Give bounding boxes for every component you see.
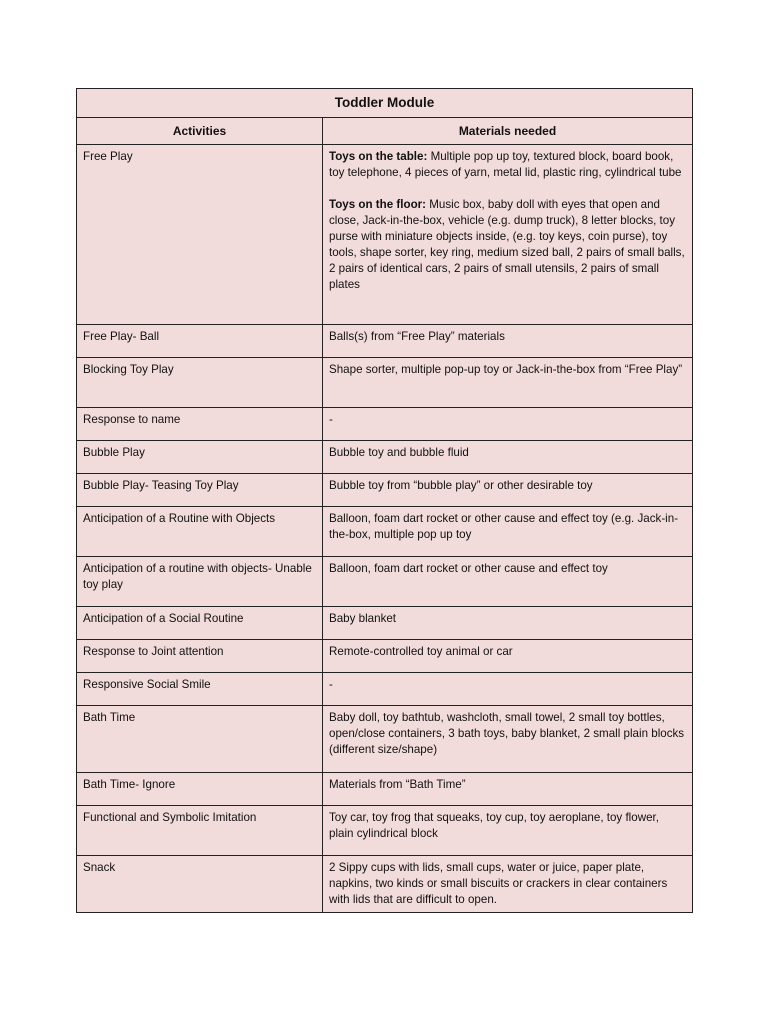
header-row: [77, 118, 693, 145]
activity-cell: Bath Time: [77, 706, 323, 773]
materials-label: Toys on the table:: [329, 150, 428, 163]
table-row: [77, 640, 693, 673]
activity-cell: Anticipation of a routine with objects- Unable toy play: [77, 557, 323, 607]
activity-cell: Blocking Toy Play: [77, 358, 323, 408]
materials-text: Multiple pop up toy, textured block, board book, toy telephone, 4 pieces of yarn, metal lid, plastic ring, cylindrical tube: [329, 150, 682, 179]
materials-cell: -: [323, 673, 693, 706]
materials-cell: Bubble toy and bubble fluid: [323, 441, 693, 474]
table-row: [77, 856, 693, 913]
activity-cell: Response to Joint attention: [77, 640, 323, 673]
materials-cell: Toy car, toy frog that squeaks, toy cup, toy aeroplane, toy flower, plain cylindrical block: [323, 806, 693, 856]
table-row: [77, 325, 693, 358]
table-row: [77, 607, 693, 640]
activity-cell: Bath Time- Ignore: [77, 773, 323, 806]
table-row: [77, 474, 693, 507]
activities-header: Activities: [77, 118, 323, 145]
table-row: [77, 673, 693, 706]
activity-cell: Snack: [77, 856, 323, 913]
activity-cell: Free Play: [77, 145, 323, 325]
table-row: [77, 557, 693, 607]
activity-cell: Free Play- Ball: [77, 325, 323, 358]
table-row: [77, 408, 693, 441]
table-row: [77, 706, 693, 773]
materials-cell: Remote-controlled toy animal or car: [323, 640, 693, 673]
materials-cell: -: [323, 408, 693, 441]
materials-cell: Balloon, foam dart rocket or other cause and effect toy (e.g. Jack-in-the-box, multiple pop up toy: [323, 507, 693, 557]
materials-cell: Bubble toy from “bubble play” or other desirable toy: [323, 474, 693, 507]
activity-cell: Bubble Play: [77, 441, 323, 474]
document-page: [76, 88, 692, 913]
materials-paragraph: [329, 149, 686, 181]
table-row: [77, 145, 693, 325]
table-row: [77, 773, 693, 806]
materials-header: Materials needed: [323, 118, 693, 145]
activity-cell: Responsive Social Smile: [77, 673, 323, 706]
materials-cell: 2 Sippy cups with lids, small cups, water or juice, paper plate, napkins, two kinds or small biscuits or crackers in clear containers with lids that are difficult to open.: [323, 856, 693, 913]
activity-cell: Bubble Play- Teasing Toy Play: [77, 474, 323, 507]
table-row: [77, 507, 693, 557]
materials-label: Toys on the floor:: [329, 198, 427, 211]
materials-cell: Balls(s) from “Free Play” materials: [323, 325, 693, 358]
table-title: Toddler Module: [77, 89, 693, 118]
activity-cell: Response to name: [77, 408, 323, 441]
table-body: [77, 145, 693, 913]
table-row: [77, 806, 693, 856]
activity-cell: Functional and Symbolic Imitation: [77, 806, 323, 856]
table-row: [77, 441, 693, 474]
materials-cell: Baby doll, toy bathtub, washcloth, small towel, 2 small toy bottles, open/close containers, 3 bath toys, baby blanket, 2 small plain blocks (different size/shape): [323, 706, 693, 773]
materials-cell: Balloon, foam dart rocket or other cause and effect toy: [323, 557, 693, 607]
materials-text: Music box, baby doll with eyes that open and close, Jack-in-the-box, vehicle (e.g. dump truck), 8 letter blocks, toy purse with miniature objects inside, (e.g. toy keys, coin purse), toy tools, shape sorter, key ring, medium sized ball, 2 pairs of small balls, 2 pairs of identical cars, 2 pairs of small utensils, 2 pairs of small plates: [329, 198, 685, 291]
materials-cell: [323, 145, 693, 325]
materials-paragraph: [329, 197, 686, 293]
activity-cell: Anticipation of a Routine with Objects: [77, 507, 323, 557]
materials-cell: Materials from “Bath Time”: [323, 773, 693, 806]
toddler-module-table: [76, 88, 693, 913]
materials-cell: Shape sorter, multiple pop-up toy or Jack-in-the-box from “Free Play”: [323, 358, 693, 408]
materials-cell: Baby blanket: [323, 607, 693, 640]
title-row: [77, 89, 693, 118]
activity-cell: Anticipation of a Social Routine: [77, 607, 323, 640]
table-row: [77, 358, 693, 408]
